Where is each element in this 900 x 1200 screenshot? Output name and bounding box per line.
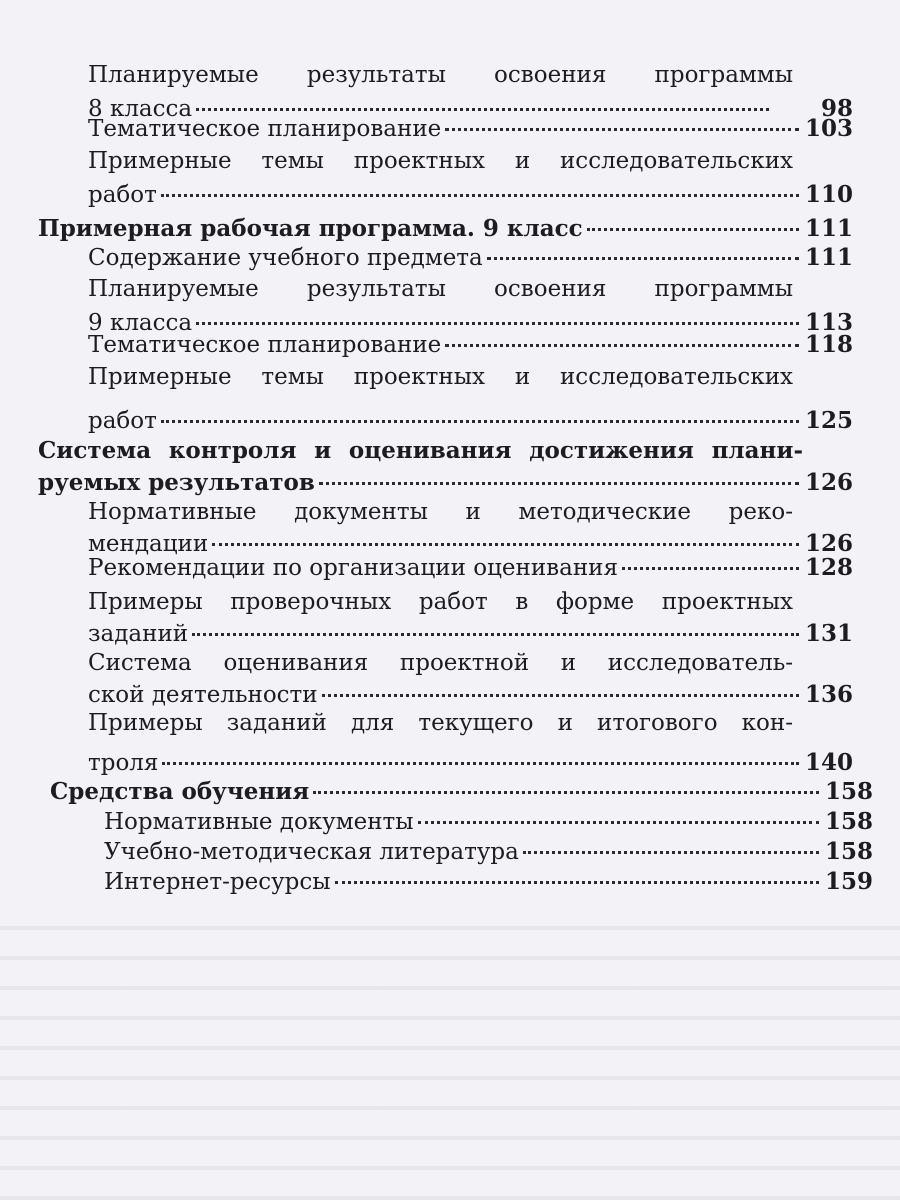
toc-page-number: 126 [804,469,853,496]
toc-entry-title: Планируемые результаты освоения программы [88,62,793,88]
toc-entry-title-cont: работ [88,182,157,208]
toc-section [38,214,853,244]
toc-page-number: 111 [804,244,853,271]
toc-page-number: 118 [804,331,853,358]
toc-entry-title: Интернет-ресурсы [104,869,331,895]
dot-leader [445,344,799,347]
toc-entry [88,114,853,144]
toc-entry [88,362,853,436]
toc-entry-title-cont: 8 класса [88,96,193,122]
toc-section-title: Система контроля и оценивания достижения плани- [38,437,803,464]
toc-entry [88,708,853,778]
dot-leader [622,567,799,570]
dot-leader [212,543,799,546]
toc-section [38,436,853,498]
toc-page-number: 111 [804,215,853,242]
dot-leader [161,194,799,197]
toc-entry-title: Тематическое планирование [88,332,442,358]
bleed-through-area [0,900,900,1200]
toc-entry-title: Содержание учебного предмета [88,245,483,271]
toc-entry [88,553,853,583]
toc-entry-title: Тематическое планирование [88,116,442,142]
toc-page-number: 110 [804,181,853,208]
toc-entry [88,648,853,710]
toc-page-number: 140 [804,749,853,776]
dot-leader [192,633,799,636]
toc-entry-title: Система оценивания проектной и исследователь- [88,650,793,676]
toc-page-number: 158 [824,778,873,805]
toc-section-title: Примерная рабочая программа. 9 класс [38,215,583,242]
toc-page-number: 131 [804,620,853,647]
toc-entry [104,867,873,897]
dot-leader [319,482,799,485]
toc-entry-title-cont: троля [88,750,159,776]
dot-leader [523,851,819,854]
toc-page-number: 113 [804,309,853,336]
toc-entry-title-cont: мендации [88,531,209,557]
toc-page-number: 103 [804,115,853,142]
toc-entry-title: Учебно-методическая литература [104,839,519,865]
toc-entry [88,330,853,360]
toc-entry [88,146,853,210]
toc-entry-title-cont: заданий [88,621,189,647]
toc-entry-title: Примерные темы проектных и исследовательских [88,364,793,390]
dot-leader [322,694,799,697]
toc-entry [104,807,873,837]
toc-entry [88,497,853,559]
toc-entry [88,274,853,338]
toc-entry-title-cont: работ [88,408,157,434]
toc-entry-title: Планируемые результаты освоения программы [88,276,793,302]
toc-entry-title-cont: ской деятельности [88,682,318,708]
dot-leader [587,228,799,231]
toc-page-number: 158 [824,808,873,835]
toc-entry-title: Рекомендации по организации оценивания [88,555,619,581]
toc-page-number: 136 [804,681,853,708]
toc-entry-title: Примеры проверочных работ в форме проектных [88,589,793,615]
toc-entry-title: Нормативные документы и методические реко- [88,499,793,525]
toc-page-number: 125 [804,407,853,434]
toc-entry [104,837,873,867]
dot-leader [445,128,799,131]
dot-leader [161,420,799,423]
toc-page-number: 98 [820,95,853,122]
dot-leader [162,762,799,765]
dot-leader [196,322,799,325]
dot-leader [487,257,799,260]
toc-entry [88,243,853,273]
dot-leader [418,821,819,824]
toc-page-number: 159 [824,868,873,895]
toc-page-number: 158 [824,838,873,865]
toc-section [50,777,873,807]
toc-entry-title: Нормативные документы [104,809,414,835]
toc-page-number: 126 [804,530,853,557]
toc-entry-title: Примерные темы проектных и исследовательских [88,148,793,174]
toc-section-title-cont: руемых результатов [38,469,315,496]
toc-page-number: 128 [804,554,853,581]
toc-entry [88,587,853,649]
dot-leader [335,881,819,884]
dot-leader [196,108,769,111]
toc-entry-title-cont: 9 класса [88,310,193,336]
toc-entry-title: Примеры заданий для текущего и итогового кон- [88,710,793,736]
toc-section-title: Средства обучения [50,778,310,805]
dot-leader [313,791,819,794]
